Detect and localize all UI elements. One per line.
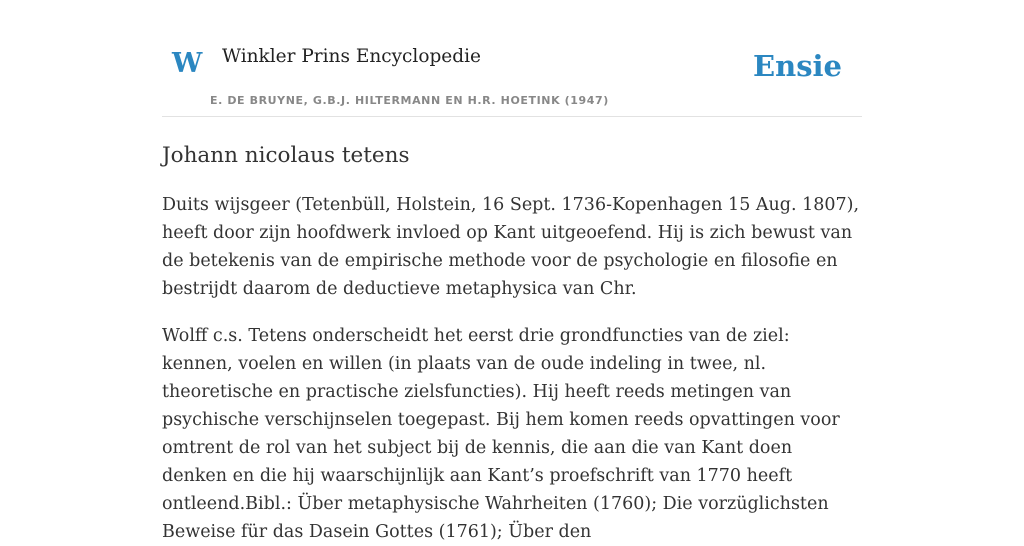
ensie-logo[interactable]: Ensie xyxy=(753,49,842,83)
article-paragraph: Duits wijsgeer (Tetenbüll, Holstein, 16 Sept. 1736-Kopenhagen 15 Aug. 1807), heeft door zijn hoofdwerk invloed op Kant uitgeoefend. Hij is zich bewust van de betekenis van de empirische methode voor de psychologie en filosofie en bestrijdt daarom de deductieve metaphysica van Chr. xyxy=(162,195,860,299)
source-authors: E. DE BRUYNE, G.B.J. HILTERMANN EN H.R. HOETINK (1947) xyxy=(210,94,609,107)
article-title: Johann nicolaus tetens xyxy=(162,143,410,168)
page xyxy=(162,0,862,546)
article-paragraph: Wolff c.s. Tetens onderscheidt het eerst drie grondfuncties van de ziel: kennen, voelen en willen (in plaats van de oude indeling in twee, nl. theoretische en practische zielsfuncties). Hij heeft reeds metingen van psychische verschijnselen toegepast. Bij hem komen reeds opvattingen voor omtrent de rol van het subject bij de kennis, die aan die van Kant doen denken en die hij waarschijnlijk aan Kant’s proefschrift van 1770 heeft ontleend.Bibl.: Über metaphysische Wahrheiten (1760); Die vorzüglichsten Beweise für das Dasein Gottes (1761); Über den xyxy=(162,326,840,542)
source-header xyxy=(162,0,862,117)
winkler-prins-logo-icon[interactable]: W xyxy=(172,48,203,79)
source-title[interactable]: Winkler Prins Encyclopedie xyxy=(222,46,481,67)
